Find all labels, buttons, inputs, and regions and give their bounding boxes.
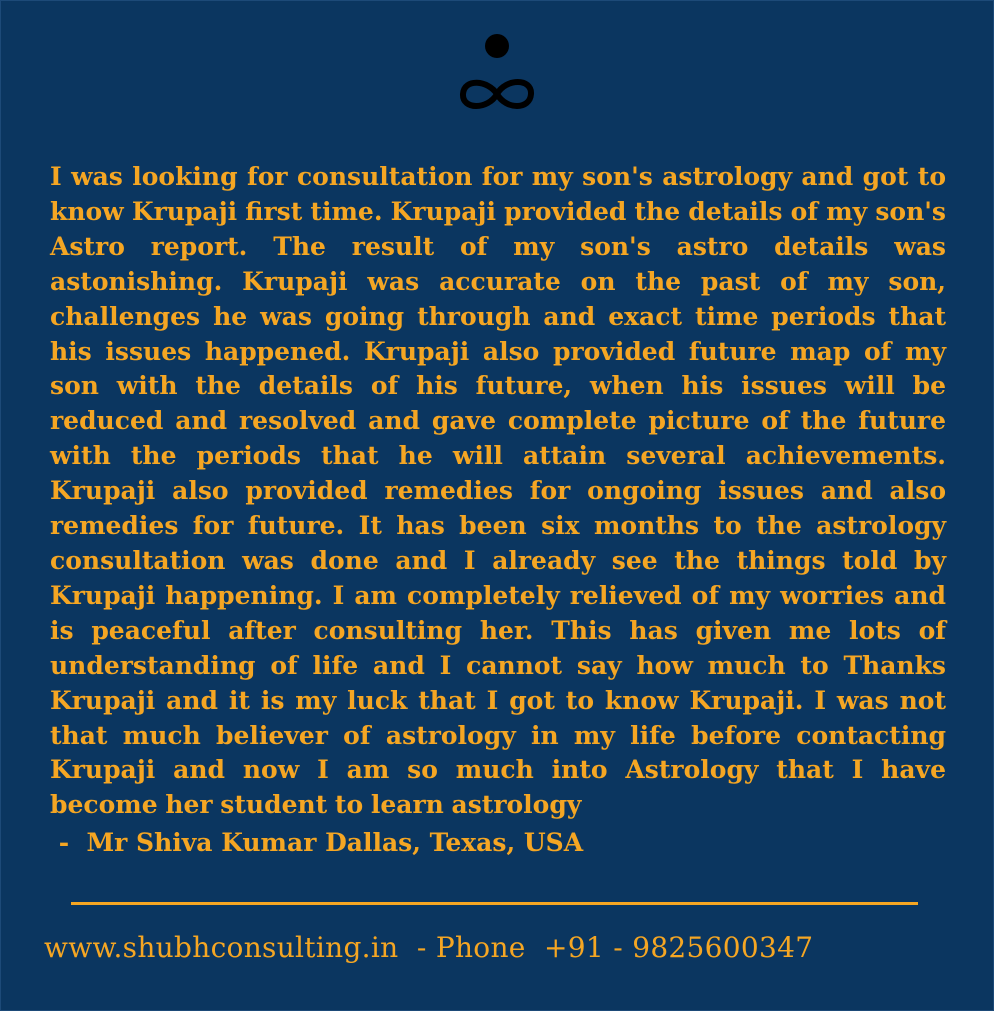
dot-infinity-logo-icon [458,32,536,120]
testimonial-attribution: - Mr Shiva Kumar Dallas, Texas, USA [50,828,584,857]
testimonial-text: I was looking for consultation for my son's astrology and got to know Krupaji first time. Krupaji provided the details of my son's Astro report. The result of my son's astro details was astonishing. Krupaji was accurate on the past of my son, challenges he was going through and exact time periods that his issues happened. Krupaji also provided future map of my son with the details of his future, when his issues will be reduced and resolved and gave complete picture of the future with the periods that he will attain several achievements. Krupaji also provided remedies for ongoing issues and also remedies for future. It has been six months to the astrology consultation was done and I already see the things told by Krupaji happening. I am completely relieved of my worries and is peaceful after consulting her. This has given me lots of understanding of life and I cannot say how much to Thanks Krupaji and it is my luck that I got to know Krupaji. I was not that much believer of astrology in my life before contacting Krupaji and now I am so much into Astrology that I have become her student to learn astrology [50,162,946,820]
divider [71,902,918,905]
contact-footer: www.shubhconsulting.in - Phone +91 - 9825600347 [44,931,814,964]
